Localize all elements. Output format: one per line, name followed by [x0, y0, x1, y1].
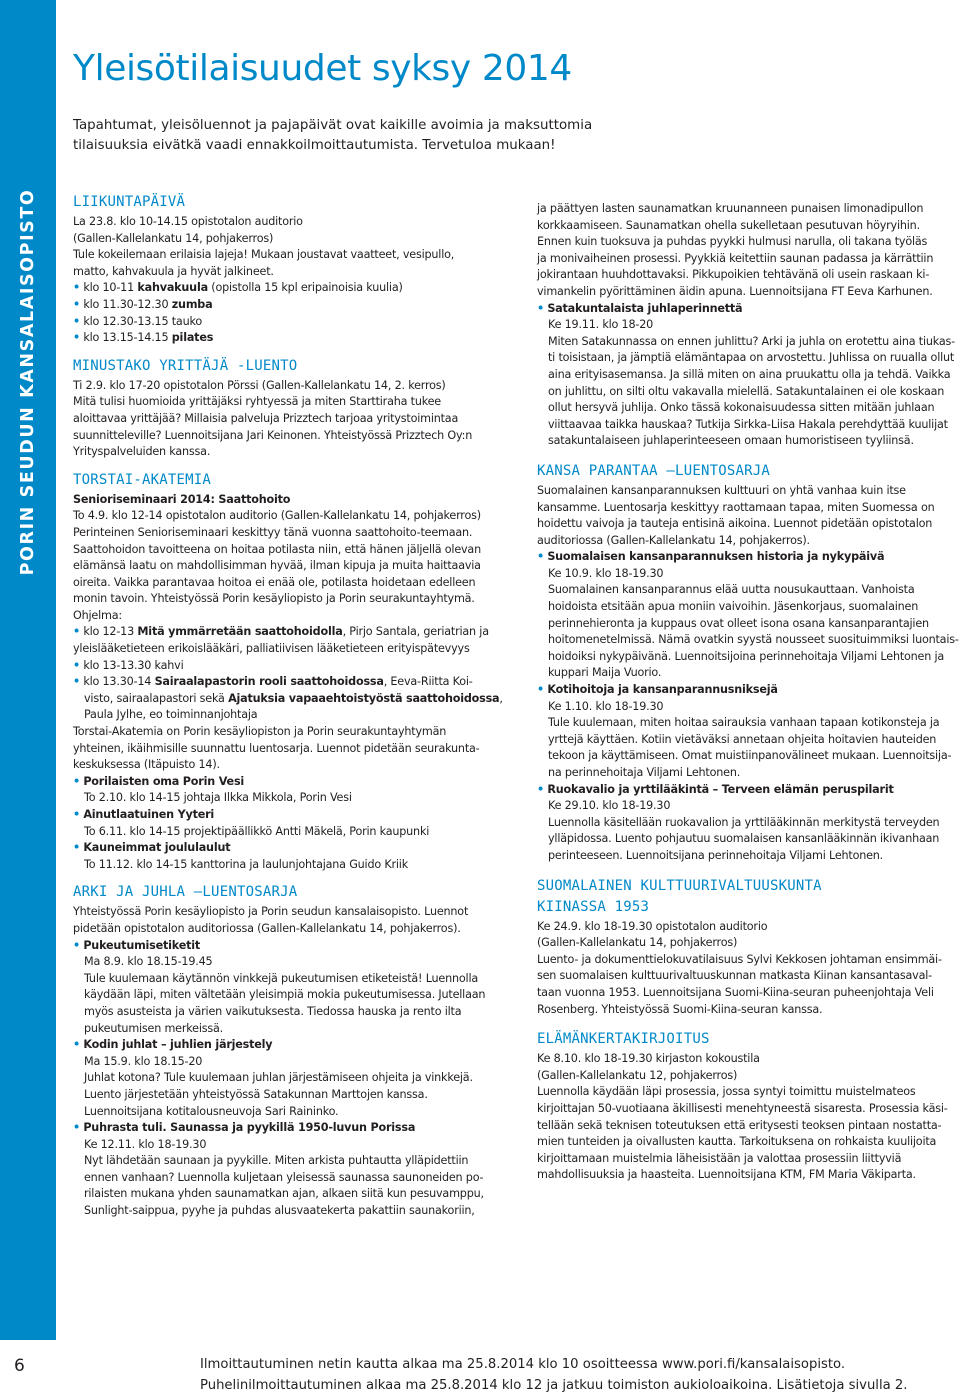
text-line — [537, 234, 951, 251]
bold-text: kahvakuula — [137, 281, 208, 294]
bullet-icon: • — [73, 1038, 80, 1051]
text-segment: hoitomenetelmissä. Nämä ovatkin syystä nousseet suosituimmiksi luontais- — [548, 633, 959, 646]
page-title: Yleisötilaisuudet syksy 2014 — [73, 48, 572, 89]
bullet-icon: • — [537, 683, 544, 696]
footer-line: Ilmoittautuminen netin kautta alkaa ma 25.8.2014 klo 10 osoitteessa www.pori.fi/kansalaisopisto. — [200, 1355, 940, 1376]
intro-line: tilaisuuksia eivätkä vaadi ennakkoilmoittautumista. Tervetuloa mukaan! — [73, 136, 653, 156]
text-line — [537, 968, 951, 985]
text-segment: klo 13.30-14 — [83, 675, 154, 688]
text-segment: yrttejä käyttäen. Kotiin vietäväksi annetaan ohjeita hoitavien hauteiden — [548, 733, 936, 746]
bullet-icon: • — [537, 783, 544, 796]
text-segment: (opistolla 15 kpl eripainoisia kuulia) — [208, 281, 403, 294]
intro-text — [73, 116, 653, 156]
text-line — [537, 1068, 951, 1085]
bold-text: Porilaisten oma Porin Vesi — [83, 775, 244, 788]
text-line — [537, 267, 951, 284]
text-segment: na perinnehoitaja Viljami Lehtonen. — [548, 766, 740, 779]
footer-note — [200, 1355, 940, 1396]
section-heading: ELÄMÄNKERTAKIRJOITUS — [537, 1030, 951, 1048]
text-line — [537, 1002, 951, 1019]
text-line — [73, 264, 513, 281]
bold-text: zumba — [172, 298, 213, 311]
text-segment: Tule kokeilemaan erilaisia lajeja! Mukaan joustavat vaatteet, vesipullo, — [73, 248, 454, 261]
text-line — [537, 1167, 951, 1184]
bullet-icon: • — [537, 550, 544, 563]
text-line — [537, 1134, 951, 1151]
text-segment: keskuksessa (Itäpuisto 14). — [73, 758, 220, 771]
text-line — [537, 483, 951, 500]
bold-text: Pukeutumisetiketit — [83, 939, 200, 952]
text-line — [73, 857, 513, 874]
text-segment: Yrityspalveluiden kanssa. — [73, 445, 210, 458]
bullet-item — [73, 1037, 513, 1054]
text-line — [73, 247, 513, 264]
sidebar-band — [0, 0, 56, 1340]
text-segment: (Gallen-Kallelankatu 12, pohjakerros) — [537, 1069, 737, 1082]
text-line — [537, 317, 951, 334]
text-line — [537, 1101, 951, 1118]
text-segment: Ohjelma: — [73, 609, 122, 622]
text-segment: To 11.12. klo 14-15 kanttorina ja laulunjohtajana Guido Kriik — [84, 858, 408, 871]
text-segment: Luennolla käydään läpi prosessia, jossa syntyi toimittu muistelmateos — [537, 1085, 916, 1098]
bullet-item — [73, 774, 513, 791]
section-heading: KIINASSA 1953 — [537, 898, 951, 916]
text-line — [73, 757, 513, 774]
bullet-icon: • — [73, 841, 80, 854]
text-line — [537, 400, 951, 417]
text-line — [73, 608, 513, 625]
text-line — [537, 815, 951, 832]
text-line — [73, 214, 513, 231]
text-segment: Luennolla käsitellään ruokavalion ja yrttilääkinnän merkitystä terveyden — [548, 816, 939, 829]
bold-text: Kotihoitoja ja kansanparannusniksejä — [547, 683, 777, 696]
sidebar-title: PORIN SEUDUN KANSALAISOPISTO — [18, 189, 38, 576]
text-segment: aloittavaa yrittäjää? Millaisia palveluja Prizztech tarjoaa yritystoimintaa — [73, 412, 458, 425]
bullet-item — [73, 280, 513, 297]
text-line — [73, 707, 513, 724]
text-segment: satakuntalaiseen juhlaperinteeseen omaan humoristiseen tyyliinsä. — [548, 434, 914, 447]
text-segment: Ennen kuin tuoksuva ja puhdas pyykki hulmusi narulla, oli takana työläs — [537, 235, 927, 248]
text-segment: (Gallen-Kallelankatu 14, pohjakerros) — [537, 936, 737, 949]
text-line — [73, 741, 513, 758]
text-segment: , Pirjo Santala, geriatrian ja — [343, 625, 489, 638]
text-segment: Yhteistyössä Porin kesäyliopisto ja Porin seudun kansalaisopisto. Luennot — [73, 905, 468, 918]
text-line — [73, 378, 513, 395]
text-segment: taan vuonna 1953. Luennoitsijana Suomi-Kiina-seuran puheenjohtaja Veli — [537, 986, 934, 999]
bold-text: Ajatuksia vapaaehtoistyöstä saattohoidossa — [228, 692, 499, 705]
left-column — [73, 193, 513, 1220]
text-line — [537, 533, 951, 550]
bullet-icon: • — [73, 625, 80, 638]
text-line — [73, 591, 513, 608]
text-line — [73, 1203, 513, 1220]
bullet-icon: • — [73, 775, 80, 788]
text-segment: Juhlat kotona? Tule kuulemaan juhlan järjestämiseen ohjeita ja vinkkejä. — [84, 1071, 473, 1084]
text-segment: yleislääketieteen erikoislääkäri, palliatiivisen lääketieteen erityispätevyys — [73, 642, 470, 655]
text-segment: Ke 1.10. klo 18-19.30 — [548, 700, 663, 713]
bullet-icon: • — [73, 1121, 80, 1134]
bold-text: Ruokavalio ja yrttilääkintä – Terveen elämän peruspilarit — [547, 783, 893, 796]
text-segment: Suomalainen kansanparannuksen kulttuuri on yhtä vanhaa kuin itse — [537, 484, 906, 497]
text-segment: tekoon ja käyttämiseen. Omat muistiinpanovälineet mukaan. Luennoitsija- — [548, 749, 951, 762]
text-segment: Luento järjestetään yhteistyössä Satakunnan Marttojen kanssa. — [84, 1088, 428, 1101]
text-segment: auditoriossa (Gallen-Kallelankatu 14, pohjakerros). — [537, 534, 810, 547]
bullet-icon: • — [73, 808, 80, 821]
text-line — [73, 1054, 513, 1071]
text-segment: mahdollisuuksia ja haasteita. Luennoitsijana KTM, FM Maria Väkiparta. — [537, 1168, 916, 1181]
text-segment: Mitä tulisi huomioida yrittäjäksi ryhtyessä ja miten Starttiraha tukee — [73, 395, 441, 408]
text-line — [73, 954, 513, 971]
text-segment: (Gallen-Kallelankatu 14, pohjakerros) — [73, 232, 273, 245]
text-line — [537, 582, 951, 599]
bullet-item — [73, 658, 513, 675]
text-line — [73, 231, 513, 248]
text-segment: Tule kuulemaan, miten hoitaa sairauksia vanhaan tapaan kotikonsteja ja — [548, 716, 939, 729]
text-segment: perinnehieronta ja kuppaus ovat olleet isona osana kansanparantajien — [548, 617, 929, 630]
text-segment: aina erityisasemansa. Ja sillä miten on aina pruukattu olla ja tehdä. Vaikka — [548, 368, 950, 381]
text-segment: pukeutumisen merkeissä. — [84, 1022, 223, 1035]
section-heading: MINUSTAKO YRITTÄJÄ -LUENTO — [73, 357, 513, 375]
right-column — [537, 201, 951, 1184]
text-segment: rilaisten mukana yhden saunamatkan ajan, alkaen siitä kun pesuvamppu, — [84, 1187, 484, 1200]
text-segment: tellään sekä teknisen toteutuksen että eritysesti teoksen pintaan nostatta- — [537, 1119, 941, 1132]
text-segment: yhteinen, ikäihmisille suunnattu luentosarja. Luennot pidetään seurakunta- — [73, 742, 480, 755]
bullet-icon: • — [73, 281, 80, 294]
bullet-icon: • — [73, 939, 80, 952]
text-segment: kirjoittajan 50-vuotiaana äkillisesti menehtyneestä sisaresta. Prosessia käsi- — [537, 1102, 948, 1115]
bold-text: Mitä ymmärretään saattohoidolla — [137, 625, 342, 638]
text-line — [73, 525, 513, 542]
text-line — [537, 952, 951, 969]
bullet-item — [537, 782, 951, 799]
text-segment: jokirantaan huuhdottavaksi. Pikkupoikien tehtävänä oli usein raskaan ki- — [537, 268, 929, 281]
bullet-item — [73, 1120, 513, 1137]
text-line — [73, 971, 513, 988]
text-segment: suunnitteleville? Luennoitsijana Jari Keinonen. Yhteistyössä Prizztech Oy:n — [73, 429, 472, 442]
text-line — [537, 367, 951, 384]
text-segment: oireita. Vaikka parantavaa hoitoa ei enää ole, potilasta hoidetaan edelleen — [73, 576, 475, 589]
text-line — [73, 1170, 513, 1187]
text-segment: Ke 29.10. klo 18-19.30 — [548, 799, 670, 812]
bullet-icon: • — [73, 675, 80, 688]
text-line — [537, 649, 951, 666]
bullet-item — [73, 314, 513, 331]
text-line — [537, 632, 951, 649]
text-segment: Sunlight-saippua, pyyhe ja puhdas alusvaatekerta pakattiin saunakoriin, — [84, 1204, 475, 1217]
bullet-icon: • — [73, 659, 80, 672]
text-line — [537, 417, 951, 434]
section-heading: SUOMALAINEN KULTTUURIVALTUUSKUNTA — [537, 877, 951, 895]
text-line — [73, 641, 513, 658]
text-line — [73, 691, 513, 708]
bullet-icon: • — [73, 298, 80, 311]
text-segment: pidetään opistotalon auditoriossa (Gallen-Kallelankatu 14, pohjakerros). — [73, 922, 461, 935]
text-segment: Suomalainen kansanparannus elää uutta nousukauttaan. Vanhoista — [548, 583, 914, 596]
text-segment: , — [499, 692, 502, 705]
bullet-item — [537, 682, 951, 699]
text-segment: viittaavaa taikka hauskaa? Tutkija Sirkka-Liisa Hakala perehdyttää kuulijat — [548, 418, 948, 431]
page-number: 6 — [14, 1356, 25, 1376]
text-segment: matto, kahvakuula ja hyvät jalkineet. — [73, 265, 274, 278]
text-segment: perinteeseen. Luennoitsijana perinnehoitaja Viljami Lehtonen. — [548, 849, 883, 862]
text-line — [73, 542, 513, 559]
bullet-icon: • — [73, 315, 80, 328]
text-segment: Paula Jylhe, eo toiminnanjohtaja — [84, 708, 257, 721]
text-line — [537, 616, 951, 633]
text-segment: sen suomalaisen kulttuurivaltuuskunnan matkasta Kiinan kansantasaval- — [537, 969, 932, 982]
bold-text: Sairaalapastorin rooli saattohoidossa — [155, 675, 384, 688]
text-segment: hoidoista etsitään apua moniin vaivoihin. Jäsenkorjaus, suomalainen — [548, 600, 918, 613]
text-segment: klo 10-11 — [83, 281, 137, 294]
text-line — [537, 500, 951, 517]
text-line — [537, 566, 951, 583]
text-line — [537, 935, 951, 952]
text-line — [73, 790, 513, 807]
text-line — [73, 724, 513, 741]
text-line — [73, 987, 513, 1004]
text-segment: Ke 8.10. klo 18-19.30 kirjaston kokoustila — [537, 1052, 760, 1065]
bold-text: Ainutlaatuinen Yyteri — [83, 808, 214, 821]
section-heading: TORSTAI-AKATEMIA — [73, 471, 513, 489]
text-segment: ylläpidossa. Luento pohjautuu suomalaisen kansanlääkinnän ikivanhaan — [548, 832, 939, 845]
text-segment: Luento- ja dokumenttielokuvatilaisuus Sylvi Kekkosen johtaman ensimmäi- — [537, 953, 942, 966]
text-segment: Luennoitsijana kotitalousneuvoja Sari Raininko. — [84, 1105, 338, 1118]
text-segment: klo 12.30-13.15 tauko — [83, 315, 202, 328]
bullet-item — [73, 807, 513, 824]
section-heading: LIIKUNTAPÄIVÄ — [73, 193, 513, 211]
text-segment: elämänsä laatu on mahdollisimman hyvää, ilman kipuja ja muita haittaavia — [73, 559, 481, 572]
text-line — [73, 428, 513, 445]
text-line — [537, 284, 951, 301]
text-line — [73, 1087, 513, 1104]
text-segment: ja päättyen lasten saunamatkan kruunanneen punaisen limonadipullon — [537, 202, 923, 215]
text-line — [73, 1137, 513, 1154]
text-segment: kuppari Maija Vuorio. — [548, 666, 661, 679]
bold-text: Puhrasta tuli. Saunassa ja pyykillä 1950-luvun Porissa — [83, 1121, 415, 1134]
text-line — [73, 904, 513, 921]
text-segment: ja monivaiheinen prosessi. Pyykkiä keitettiin saunan padassa ja kärrättiin — [537, 252, 933, 265]
text-line — [537, 599, 951, 616]
text-line — [537, 699, 951, 716]
text-line — [73, 1104, 513, 1121]
text-segment: hoidettu vaivoja ja tauteja entisinä aikoina. Luennot pidetään opistotalon — [537, 517, 932, 530]
bold-text: Kodin juhlat – juhlien järjestely — [83, 1038, 272, 1051]
text-line — [73, 921, 513, 938]
text-segment: monin tavoin. Yhteistyössä Porin kesäyliopisto ja Porin seurakuntayhtymä. — [73, 592, 475, 605]
bullet-icon: • — [73, 331, 80, 344]
text-line — [73, 824, 513, 841]
bold-text: Satakuntalaista juhlaperinnettä — [547, 302, 742, 315]
text-segment: klo 12-13 — [83, 625, 137, 638]
text-line — [537, 1051, 951, 1068]
text-segment: Ke 10.9. klo 18-19.30 — [548, 567, 663, 580]
bullet-item — [73, 674, 513, 691]
text-line — [537, 1084, 951, 1101]
bullet-item — [73, 330, 513, 347]
text-line — [73, 1004, 513, 1021]
text-segment: klo 13.15-14.15 — [83, 331, 171, 344]
text-line — [73, 492, 513, 509]
bullet-icon: • — [537, 302, 544, 315]
text-segment: mien tunteiden ja oivallusten kautta. Tarkoituksena on rohkaista kuulijoita — [537, 1135, 936, 1148]
text-segment: ollut hersyvä juhlija. Onko tässä kokonaisuudessa sitten mitään juhlaan — [548, 401, 934, 414]
text-line — [537, 1151, 951, 1168]
text-line — [537, 798, 951, 815]
text-line — [537, 765, 951, 782]
text-segment: Rosenberg. Yhteistyössä Suomi-Kiina-seuran kanssa. — [537, 1003, 822, 1016]
bullet-item — [73, 624, 513, 641]
text-segment: Torstai-Akatemia on Porin kesäyliopiston ja Porin seurakuntayhtymän — [73, 725, 446, 738]
text-segment: Ke 24.9. klo 18-19.30 opistotalon auditorio — [537, 920, 767, 933]
bullet-item — [73, 840, 513, 857]
text-line — [537, 350, 951, 367]
text-line — [537, 201, 951, 218]
text-segment: Tule kuulemaan käytännön vinkkejä pukeutumisen etiketeistä! Luennolla — [84, 972, 478, 985]
text-line — [73, 508, 513, 525]
text-segment: Ke 12.11. klo 18-19.30 — [84, 1138, 206, 1151]
text-line — [537, 748, 951, 765]
text-segment: hoidoiksi nykypäivänä. Luennoitsijoina perinnehoitaja Viljami Lehtonen ja — [548, 650, 944, 663]
text-segment: La 23.8. klo 10-14.15 opistotalon auditorio — [73, 215, 303, 228]
text-line — [73, 1186, 513, 1203]
text-segment: Nyt lähdetään saunaan ja pyykille. Miten arkista puhtautta ylläpidettiin — [84, 1154, 468, 1167]
bold-text: Suomalaisen kansanparannuksen historia ja nykypäivä — [547, 550, 884, 563]
bullet-item — [73, 938, 513, 955]
text-segment: käydään läpi, miten vältetään yleisimpiä mokia pukeutumisessa. Jutellaan — [84, 988, 485, 1001]
text-line — [73, 444, 513, 461]
text-line — [537, 665, 951, 682]
text-segment: Miten Satakunnassa on ennen juhlittu? Arki ja juhla on erotettu aina tiukas- — [548, 335, 955, 348]
text-line — [73, 411, 513, 428]
bold-text: pilates — [172, 331, 213, 344]
text-line — [537, 732, 951, 749]
text-segment: ti toisistaan, ja jämptiä elämäntapaa on arvostettu. Juhlissa on ruualla ollut — [548, 351, 954, 364]
text-segment: Perinteinen Senioriseminaari keskittyy tänä vuonna saattohoito-teemaan. — [73, 526, 472, 539]
text-line — [537, 433, 951, 450]
bold-text: Kauneimmat joululaulut — [83, 841, 230, 854]
section-heading: ARKI JA JUHLA –LUENTOSARJA — [73, 883, 513, 901]
text-segment: , Eeva-Riitta Koi- — [384, 675, 473, 688]
text-segment: kansamme. Luentosarja keskittyy raottamaan tapaa, miten Suomessa on — [537, 501, 934, 514]
text-line — [73, 1021, 513, 1038]
text-line — [537, 384, 951, 401]
text-segment: on juhlittu, on silti oltu vakavalla mielellä. Satakuntalainen ei ole koskaan — [548, 385, 944, 398]
text-line — [537, 334, 951, 351]
text-line — [537, 985, 951, 1002]
text-line — [537, 831, 951, 848]
text-segment: klo 13-13.30 kahvi — [83, 659, 183, 672]
text-segment: Ti 2.9. klo 17-20 opistotalon Pörssi (Gallen-Kallelankatu 14, 2. kerros) — [73, 379, 446, 392]
intro-line: Tapahtumat, yleisöluennot ja pajapäivät ovat kaikille avoimia ja maksuttomia — [73, 116, 653, 136]
text-segment: vimankelin pyörittäminen äidin apuna. Luennoitsijana FT Eeva Karhunen. — [537, 285, 933, 298]
text-line — [537, 715, 951, 732]
text-line — [73, 1070, 513, 1087]
text-segment: To 4.9. klo 12-14 opistotalon auditorio (Gallen-Kallelankatu 14, pohjakerros) — [73, 509, 481, 522]
text-line — [537, 848, 951, 865]
text-segment: myös asusteista ja värien vaikutuksesta. Tiedossa hauska ja rento ilta — [84, 1005, 461, 1018]
text-segment: Saattohoidon tavoitteena on hoitaa potilasta niin, että hänen jäljellä olevan — [73, 543, 481, 556]
text-line — [73, 558, 513, 575]
bullet-item — [537, 301, 951, 318]
bold-text: Senioriseminaari 2014: Saattohoito — [73, 493, 290, 506]
bullet-item — [73, 297, 513, 314]
text-segment: Ma 8.9. klo 18.15-19.45 — [84, 955, 212, 968]
text-segment: kirjoittamaan muistelmia läheisistään ja valottaa prosessiin liittyviä — [537, 1152, 901, 1165]
text-line — [537, 218, 951, 235]
text-segment: korkkaamiseen. Saunamatkan ohella sukelletaan pesutuvan höyryihin. — [537, 219, 920, 232]
text-line — [73, 575, 513, 592]
text-segment: visto, sairaalapastori sekä — [84, 692, 228, 705]
text-line — [537, 516, 951, 533]
footer-line: Puhelinilmoittautuminen alkaa ma 25.8.2014 klo 12 ja jatkuu toimiston aukioloaikoina. Lisätietoja sivulla 2. — [200, 1376, 940, 1396]
text-segment: Ke 19.11. klo 18-20 — [548, 318, 653, 331]
text-line — [537, 1118, 951, 1135]
text-line — [73, 394, 513, 411]
text-line — [537, 251, 951, 268]
text-segment: To 6.11. klo 14-15 projektipäällikkö Antti Mäkelä, Porin kaupunki — [84, 825, 429, 838]
bullet-item — [537, 549, 951, 566]
text-segment: To 2.10. klo 14-15 johtaja Ilkka Mikkola, Porin Vesi — [84, 791, 352, 804]
section-heading: KANSA PARANTAA –LUENTOSARJA — [537, 462, 951, 480]
text-segment: Ma 15.9. klo 18.15-20 — [84, 1055, 202, 1068]
text-line — [537, 919, 951, 936]
text-segment: ennen vanhaan? Luennolla kuljetaan yleisessä saunassa saunoneiden po- — [84, 1171, 483, 1184]
text-line — [73, 1153, 513, 1170]
text-segment: klo 11.30-12.30 — [83, 298, 171, 311]
